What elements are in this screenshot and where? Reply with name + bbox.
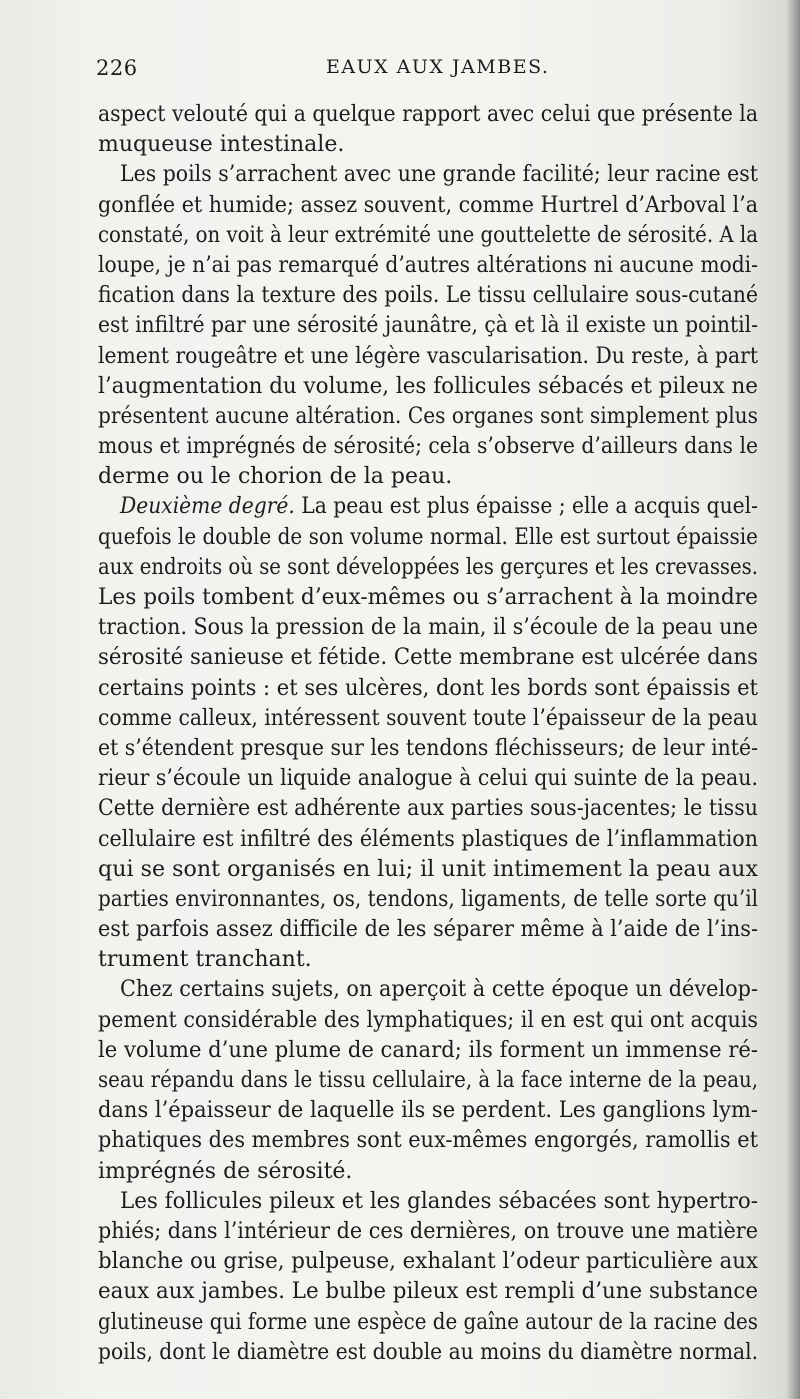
text-line: phiés; dans l’intérieur de ces dernières, on trouve une matière <box>98 1218 758 1244</box>
text-line: Les follicules pileux et les glandes sébacées sont hypertro- <box>120 1188 758 1214</box>
text-line: trument tranchant. <box>98 947 312 973</box>
text-line: blanche ou grise, pulpeuse, exhalant l’odeur particulière aux <box>98 1249 758 1275</box>
section-heading-italic: Deuxième degré. <box>120 494 295 520</box>
text-line: mous et imprégnés de sérosité; cela s’observe d’ailleurs dans le <box>98 434 758 460</box>
body-text <box>98 100 758 1368</box>
text-line: présentent aucune altération. Ces organes sont simplement plus <box>98 403 758 429</box>
text-line: gonflée et humide; assez souvent, comme Hurtrel d’Arboval l’a <box>98 192 758 218</box>
text-line: fication dans la texture des poils. Le tissu cellulaire sous-cutané <box>98 283 758 309</box>
text-line: Cette dernière est adhérente aux parties sous-jacentes; le tissu <box>98 796 758 822</box>
text-line: derme ou le chorion de la peau. <box>98 464 453 490</box>
text-line: dans l’épaisseur de laquelle ils se perdent. Les ganglions lym- <box>98 1098 758 1124</box>
text-line: quefois le double de son volume normal. Elle est surtout épaissie <box>98 524 758 550</box>
text-line: est infiltré par une sérosité jaunâtre, çà et là il existe un pointil- <box>98 313 758 339</box>
text-line: aspect velouté qui a quelque rapport avec celui que présente la <box>98 102 758 127</box>
text-line: le volume d’une plume de canard; ils forment un immense ré- <box>98 1037 758 1063</box>
text-line: muqueuse intestinale. <box>98 132 345 158</box>
text-line: Chez certains sujets, on aperçoit à cette époque un dévelop- <box>120 977 758 1003</box>
text-line: phatiques des membres sont eux-mêmes engorgés, ramollis et <box>98 1128 758 1154</box>
text-line <box>98 492 758 522</box>
text-line: aux endroits où se sont développées les gerçures et les crevasses. <box>98 554 758 580</box>
text-line: sérosité sanieuse et fétide. Cette membrane est ulcérée dans <box>98 645 758 671</box>
text-line: pement considérable des lymphatiques; il en est qui ont acquis <box>98 1007 758 1033</box>
page-number: 226 <box>96 56 138 80</box>
text-line: imprégnés de sérosité. <box>98 1158 353 1184</box>
text-line: eaux aux jambes. Le bulbe pileux est rempli d’une substance <box>98 1279 758 1305</box>
text-line: Les poils s’arrachent avec une grande facilité; leur racine est <box>120 162 758 188</box>
text-line: loupe, je n’ai pas remarqué d’autres altérations ni aucune modi- <box>98 252 758 278</box>
text-line: certains points : et ses ulcères, dont les bords sont épaissis et <box>98 675 758 701</box>
text-line: lement rougeâtre et une légère vascularisation. Du reste, à part <box>98 343 758 369</box>
text-line: qui se sont organisés en lui; il unit intimement la peau aux <box>98 856 758 882</box>
text-line: glutineuse qui forme une espèce de gaîne autour de la racine des <box>98 1309 758 1335</box>
running-title: EAUX AUX JAMBES. <box>326 56 550 78</box>
text-line: seau répandu dans le tissu cellulaire, à la face interne de la peau, <box>98 1068 758 1093</box>
text-line: poils, dont le diamètre est double au moins du diamètre normal. <box>98 1339 758 1365</box>
text-line: parties environnantes, os, tendons, ligaments, de telle sorte qu’il <box>98 886 758 912</box>
text-line: traction. Sous la pression de la main, il s’écoule de la peau une <box>98 615 758 641</box>
text-line: comme calleux, intéressent souvent toute l’épaisseur de la peau <box>98 705 758 731</box>
text-line: et s’étendent presque sur les tendons fléchisseurs; de leur inté- <box>98 735 758 761</box>
running-head <box>96 56 776 86</box>
text-line: est parfois assez difficile de les séparer même à l’aide de l’ins- <box>98 917 758 943</box>
text-line-rest: La peau est plus épaisse ; elle a acquis quel- <box>294 494 758 520</box>
text-line: rieur s’écoule un liquide analogue à celui qui suinte de la peau. <box>98 766 758 792</box>
text-line: cellulaire est infiltré des éléments plastiques de l’inflammation <box>98 826 758 852</box>
text-line: l’augmentation du volume, les follicules sébacés et pileux ne <box>98 373 758 399</box>
text-line: Les poils tombent d’eux-mêmes ou s’arrachent à la moindre <box>98 585 758 610</box>
text-line: constaté, on voit à leur extrémité une gouttelette de sérosité. A la <box>98 222 758 248</box>
page-edge-shadow <box>786 0 800 1399</box>
